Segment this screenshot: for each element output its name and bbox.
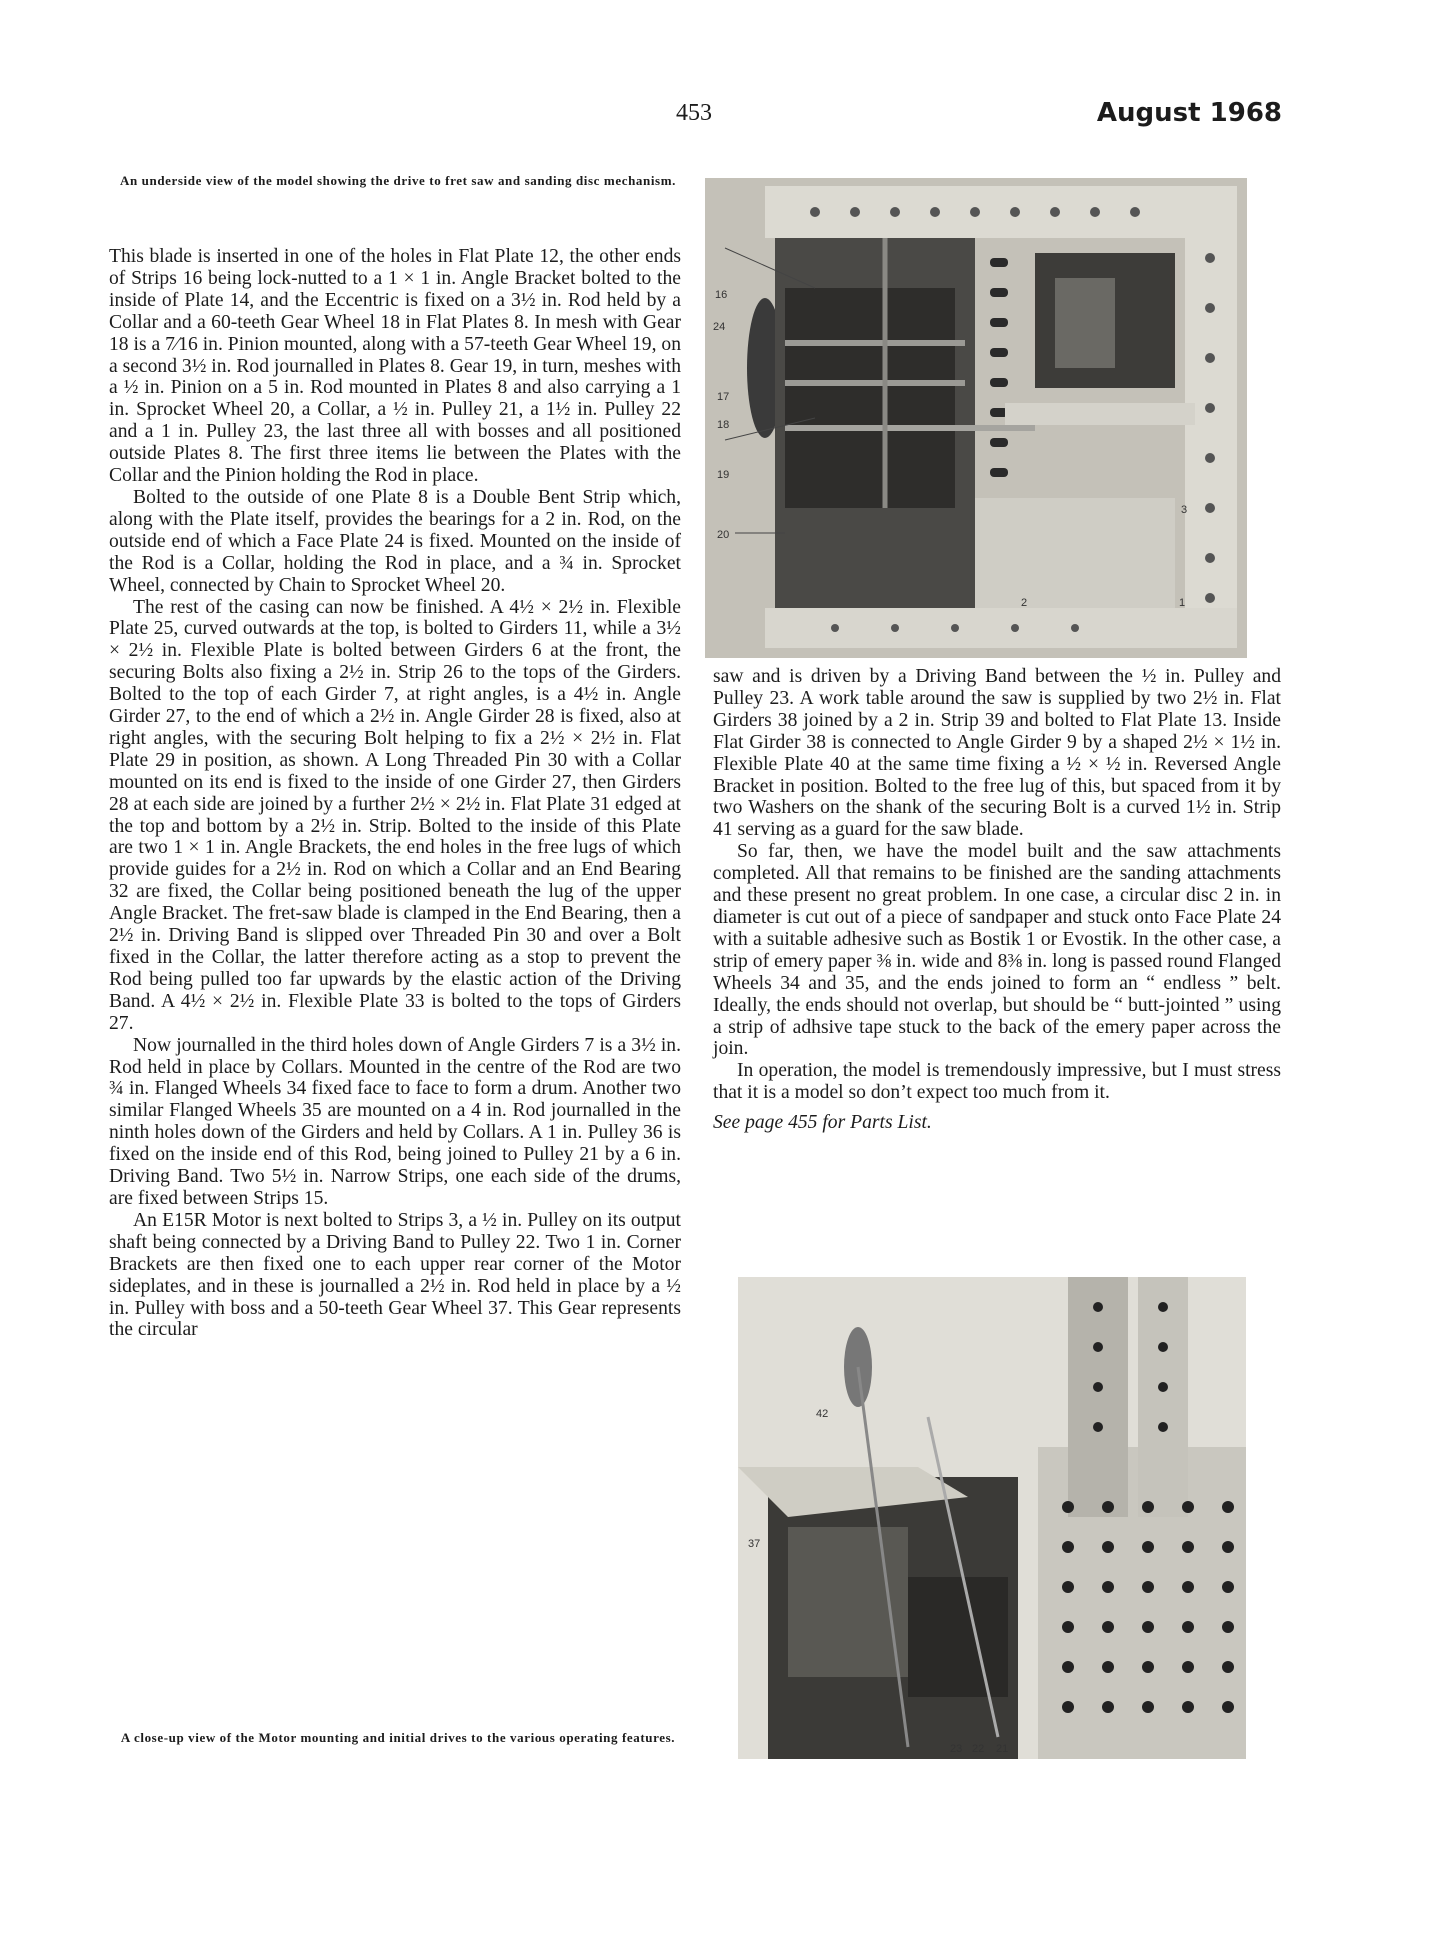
column-right [713,666,1281,1134]
paragraph: saw and is driven by a Driving Band between the ½ in. Pulley and Pulley 23. A work table around the saw is supplied by two 2½ in. Flat Girders 38 joined by a 2 in. Strip 39 and bolted to Flat Plate 13. Inside Flat Girder 38 is connected to Angle Girder 9 by a shaped 2½ × 1½ in. Flexible Plate 40 at the same time fixing a ½ × ½ in. Reversed Angle Bracket in position. Bolted to the free lug of this, but spaced from it by two Washers on the shank of the securing Bolt is a curved 1½ in. Strip 41 serving as a guard for the saw blade. [713,666,1281,841]
paragraph: This blade is inserted in one of the holes in Flat Plate 12, the other ends of Strips 16 being lock-nutted to a 1 × 1 in. Angle Bracket bolted to the inside of Plate 14, and the Eccentric is fixed on a 3½ in. Rod held by a Collar and a 60-teeth Gear Wheel 18 in Flat Plates 8. In mesh with Gear 18 is a 7⁄16 in. Pinion mounted, along with a 57-teeth Gear Wheel 19, on a second 3½ in. Rod journalled in Plates 8. Gear 19, in turn, meshes with a ½ in. Pinion on a 5 in. Rod mounted in Plates 8 and also carrying a 1 in. Sprocket Wheel 20, a Collar, a ½ in. Pulley 21, a 1½ in. Pulley 22 and a 1 in. Pulley 23, the last three all with bosses and all positioned outside Plates 8. The first three items lie between the Plates with the Collar and the Pinion holding the Rod in place. [109,246,681,487]
photo-motor-closeup [738,1277,1246,1759]
paragraph: The rest of the casing can now be finished. A 4½ × 2½ in. Flexible Plate 25, curved outwards at the top, is bolted to Girders 11, while a 3½ × 2½ in. Flexible Plate is bolted between Girders 6 at the front, the securing Bolts also fixing a 2½ in. Strip 26 to the tops of the Girders. Bolted to the top of each Girder 7, at right angles, is a 4½ in. Angle Girder 27, to the end of which a 2½ in. Angle Girder 28 is fixed, also at right angles, with the securing Bolt helping to fix a 2½ × 2½ in. Flat Plate 29 in position, as shown. A Long Threaded Pin 30 with a Collar mounted on its end is fixed to the inside of one Girder 27, then Girders 28 at each side are joined by a further 2½ × 2½ in. Flat Plate 31 edged at the top and bottom by a 2½ in. Strip. Bolted to the inside of this Plate are two 1 × 1 in. Angle Brackets, the end holes in the free lugs of which provide guides for a 2½ in. Rod on which a Collar and an End Bearing 32 are fixed, the Collar being positioned beneath the lug of the upper Angle Bracket. The fret-saw blade is clamped in the End Bearing, then a 2½ in. Driving Band is slipped over Threaded Pin 30 and over a Bolt fixed in the Collar, the latter therefore acting as a stop to prevent the Rod being pulled too far upwards by the elastic action of the Driving Band. A 4½ × 2½ in. Flexible Plate 33 is bolted to the tops of Girders 27. [109,596,681,1034]
paragraph: Now journalled in the third holes down of Angle Girders 7 is a 3½ in. Rod held in place by Collars. Mounted in the centre of the Rod are two ¾ in. Flanged Wheels 34 fixed face to face to form a drum. Another two similar Flanged Wheels 35 are mounted on a 4 in. Rod journalled in the ninth holes down of the Girders and held by Collars. A 1 in. Pulley 36 is fixed on the inside end of this Rod, being joined to Pulley 21 by a 6 in. Driving Band. Two 5½ in. Narrow Strips, one each side of the drums, are fixed between Strips 15. [109,1034,681,1209]
figure-label: 2 [1021,597,1028,609]
column-left [109,246,681,1341]
figure-label: 18 [717,419,730,431]
issue-date: August 1968 [1096,98,1282,128]
photo-underside-view [705,178,1247,658]
paragraph: Bolted to the outside of one Plate 8 is a Double Bent Strip which, along with the Plate itself, provides the bearings for a 2 in. Rod, on the outside end of which a Face Plate 24 is fixed. Mounted on the inside of the Rod is a Collar, holding the Rod in place, and a ¾ in. Sprocket Wheel, connected by Chain to Sprocket Wheel 20. [109,486,681,596]
figure-label: 37 [748,1538,761,1550]
figure-caption-bottom: A close-up view of the Motor mounting and initial drives to the various operating features. [120,1730,676,1745]
figure-label: 24 [713,321,726,333]
figure-label: 19 [717,469,730,481]
figure-label: 3 [1181,504,1188,516]
figure-label: 1 [1179,597,1186,609]
figure-label: 20 [717,529,730,541]
see-page-note: See page 455 for Parts List. [713,1112,932,1134]
figure-label: 21 [996,1743,1009,1755]
figure-label: 22 [972,1743,985,1755]
figure-label: 16 [715,289,728,301]
page-number: 453 [676,100,712,126]
paragraph: An E15R Motor is next bolted to Strips 3, a ½ in. Pulley on its output shaft being connected by a Driving Band to Pulley 22. Two 1 in. Corner Brackets are then fixed one to each upper rear corner of the Motor sideplates, and in these is journalled a 2½ in. Rod held in place by a ½ in. Pulley with boss and a 50-teeth Gear Wheel 37. This Gear represents the circular [109,1209,681,1341]
figure-caption-top: An underside view of the model showing the drive to fret saw and sanding disc mechanism. [120,173,676,188]
paragraph: In operation, the model is tremendously impressive, but I must stress that it is a model so don’t expect too much from it. [713,1060,1281,1104]
paragraph: So far, then, we have the model built and the saw attachments completed. All that remains to be finished are the sanding attachments and these present no great problem. In one case, a circular disc 2 in. in diameter is cut out of a piece of sandpaper and stuck onto Face Plate 24 with a suitable adhesive such as Bostik 1 or Evostik. In the other case, a strip of emery paper ⅜ in. wide and 8⅜ in. long is passed round Flanged Wheels 34 and 35, and the ends joined to form an “ endless ” belt. Ideally, the ends should not overlap, but should be “ butt-jointed ” using a strip of adhsive tape stuck to the back of the emery paper across the join. [713,841,1281,1060]
figure-label: 42 [816,1408,829,1420]
figure-label: 17 [717,391,730,403]
figure-label: 23 [950,1743,963,1755]
